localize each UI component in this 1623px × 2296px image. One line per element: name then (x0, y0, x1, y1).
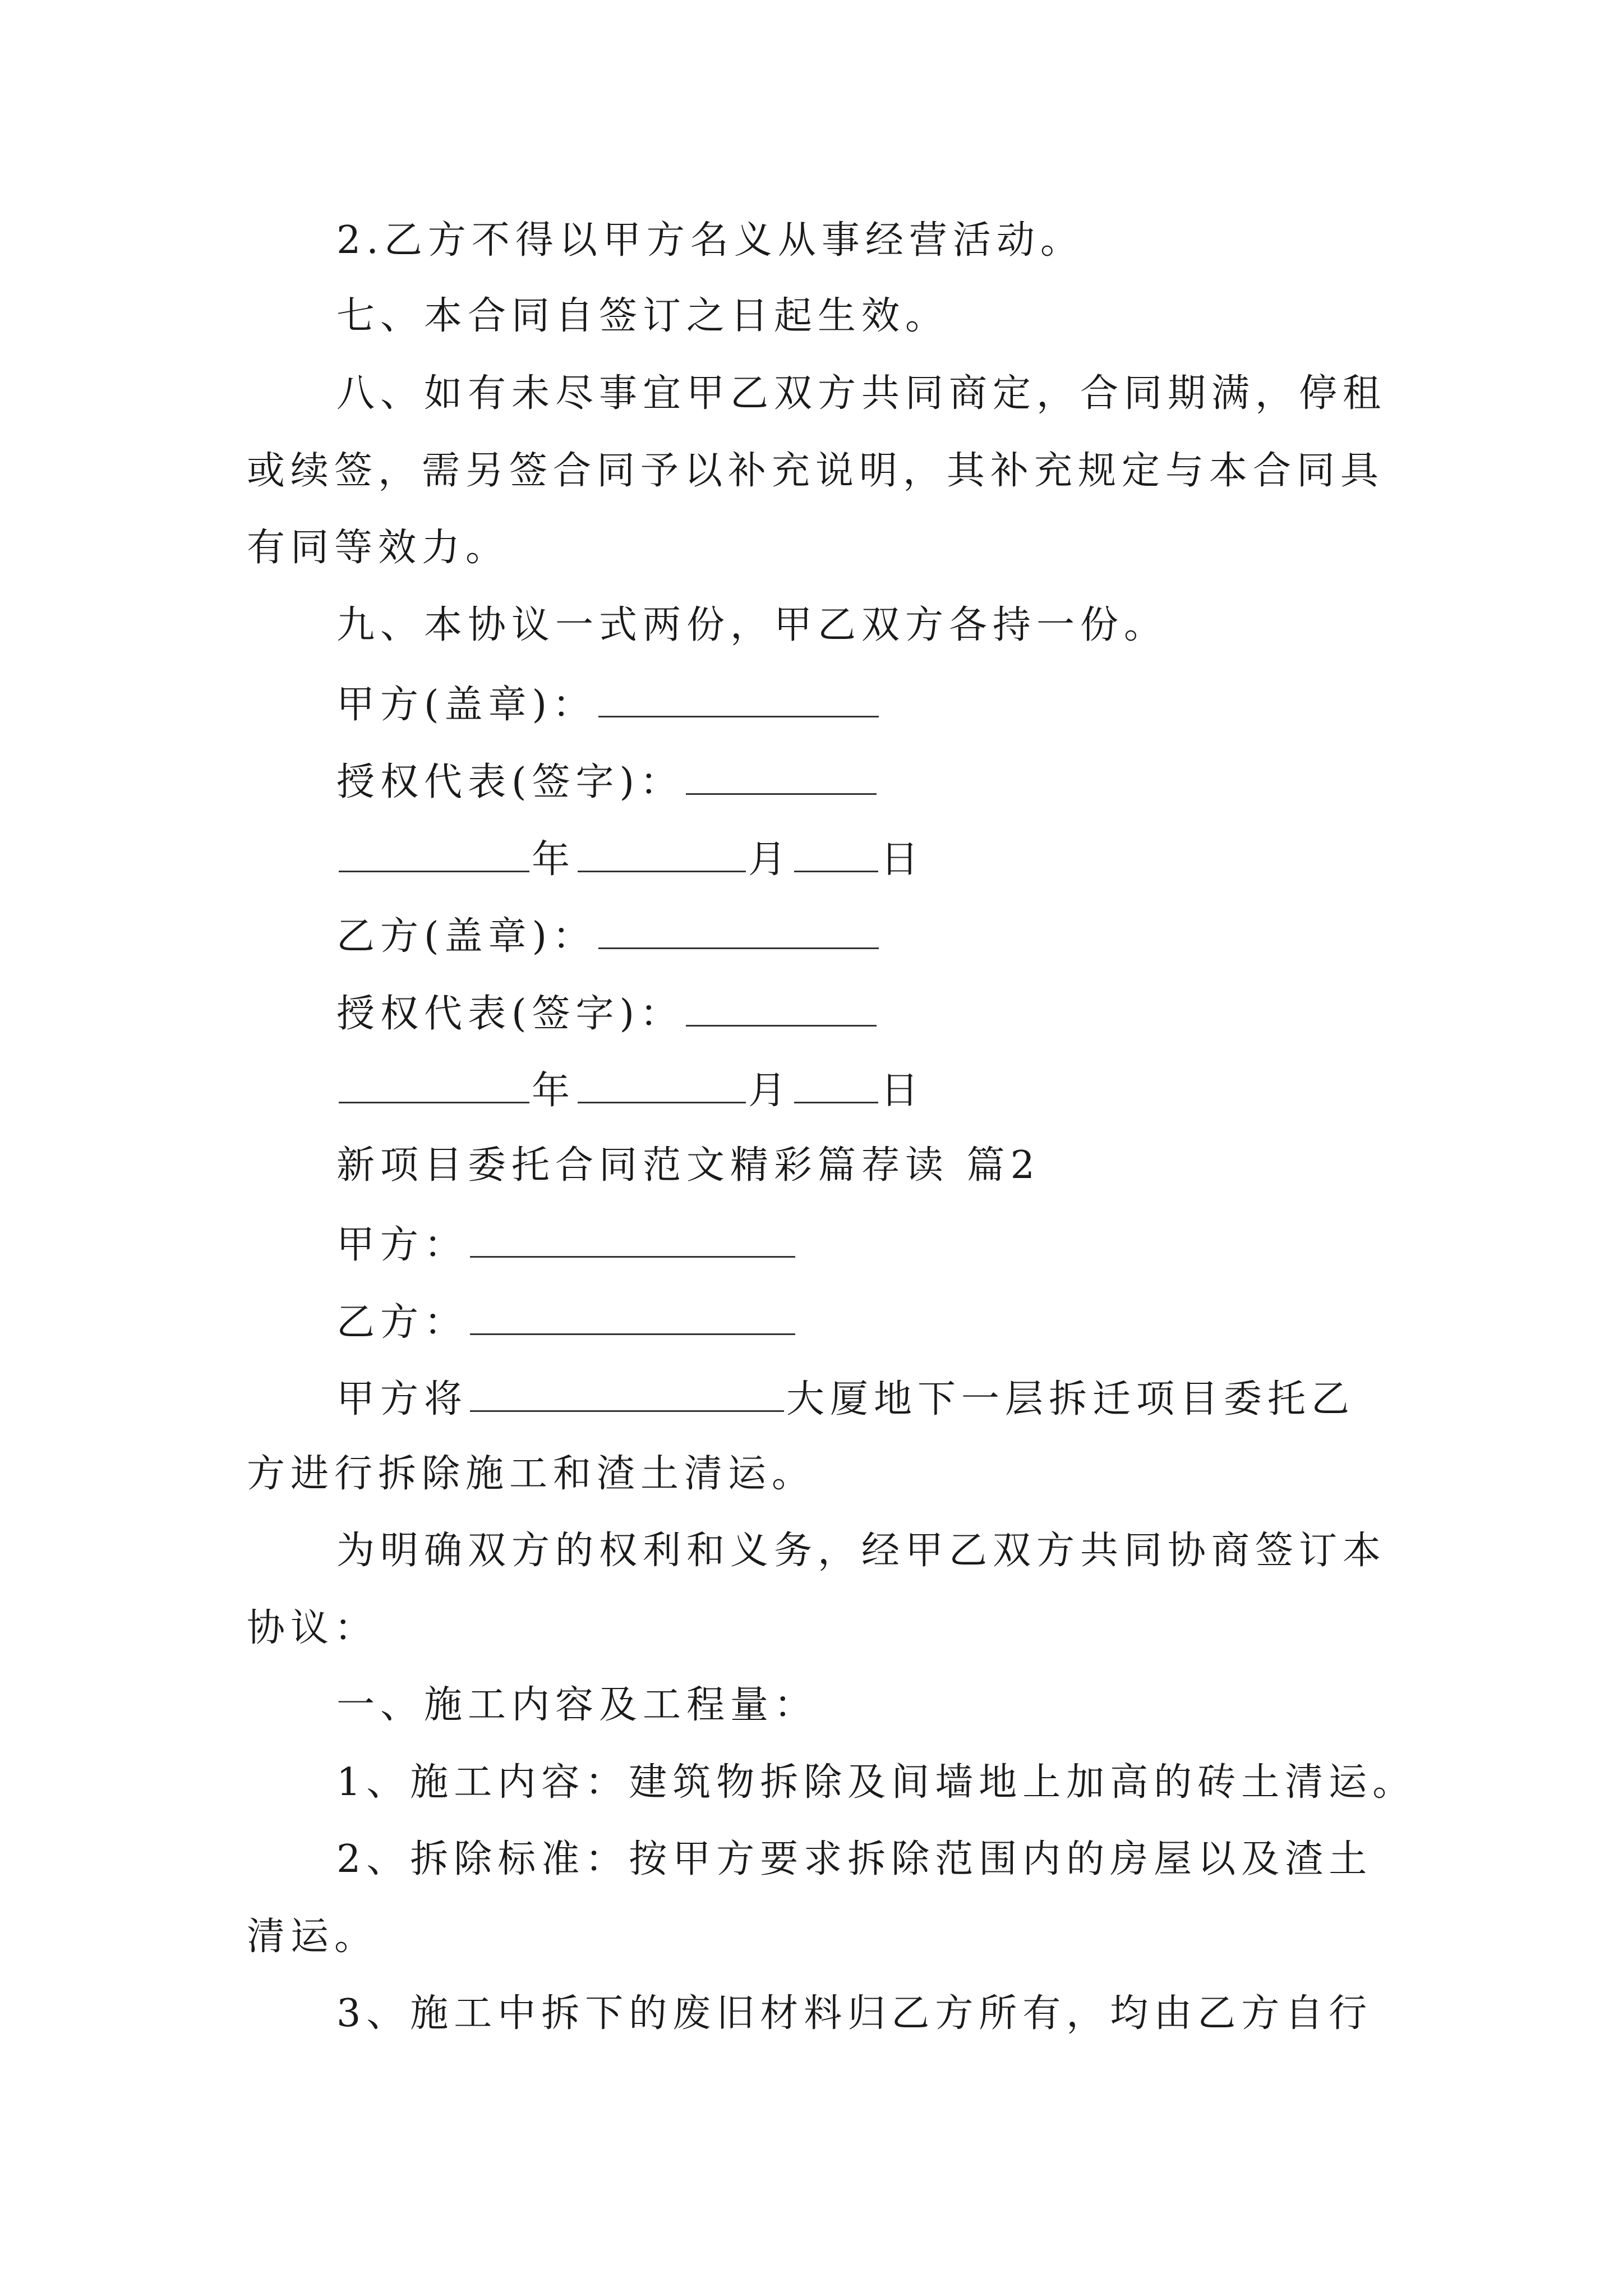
party-a-day-blank (794, 838, 878, 872)
party-a-representative-line: 授权代表(签字)： (336, 761, 879, 802)
party-a-year-blank (339, 838, 529, 872)
party-a-seal-blank (598, 683, 879, 717)
project-entrust-line-2: 方进行拆除施工和渣土清运。 (247, 1452, 816, 1496)
party-a-date-line: 年 月 日 (336, 838, 924, 879)
party-b-month-blank (578, 1069, 746, 1103)
party-b-name-blank (470, 1301, 795, 1335)
clause-nine: 九、本协议一式两份，甲乙双方各持一份。 (336, 603, 1168, 647)
party-a-line: 甲方： (336, 1223, 797, 1264)
section-one-heading: 一、施工内容及工程量： (336, 1683, 818, 1727)
item-1-content: 1、施工内容：建筑物拆除及间墙地上加高的砖土清运。 (336, 1760, 1417, 1805)
clause-eight-line-1: 八、如有未尽事宜甲乙双方共同商定，合同期满，停租 (336, 371, 1387, 416)
party-b-line: 乙方： (336, 1301, 797, 1342)
party-a-representative-blank (686, 761, 877, 795)
agreement-intro-line-2: 协议： (247, 1606, 379, 1650)
agreement-intro-line-1: 为明确双方的权利和义务，经甲乙双方共同协商签订本 (336, 1529, 1387, 1573)
item-2-line-1: 2、拆除标准：按甲方要求拆除范围内的房屋以及渣土 (336, 1837, 1373, 1881)
party-b-representative-line: 授权代表(签字)： (336, 992, 879, 1033)
clause-eight-line-2: 或续签，需另签合同予以补充说明，其补充规定与本合同具 (247, 449, 1385, 493)
clause-seven: 七、本合同自签订之日起生效。 (336, 294, 949, 338)
party-a-month-blank (578, 838, 746, 872)
section-title: 新项目委托合同范文精彩篇荐读 篇2 (336, 1143, 1040, 1188)
party-a-name-blank (470, 1223, 795, 1258)
building-name-blank (470, 1378, 784, 1412)
party-b-day-blank (794, 1069, 878, 1103)
clause-six-item-2: 2.乙方不得以甲方名义从事经营活动。 (336, 218, 1084, 263)
project-entrust-line-1: 甲方将 大厦地下一层拆迁项目委托乙 (336, 1377, 1355, 1421)
item-3-line-1: 3、施工中拆下的废旧材料归乙方所有，均由乙方自行 (336, 1991, 1373, 2036)
clause-eight-line-3: 有同等效力。 (247, 526, 510, 570)
party-b-seal-line: 乙方(盖章)： (336, 915, 881, 956)
item-2-line-2: 清运。 (247, 1915, 379, 1959)
party-b-date-line: 年 月 日 (336, 1069, 924, 1110)
party-b-representative-blank (686, 992, 877, 1027)
party-b-year-blank (339, 1069, 529, 1103)
party-b-seal-blank (598, 915, 879, 949)
party-a-seal-line: 甲方(盖章)： (336, 683, 881, 724)
